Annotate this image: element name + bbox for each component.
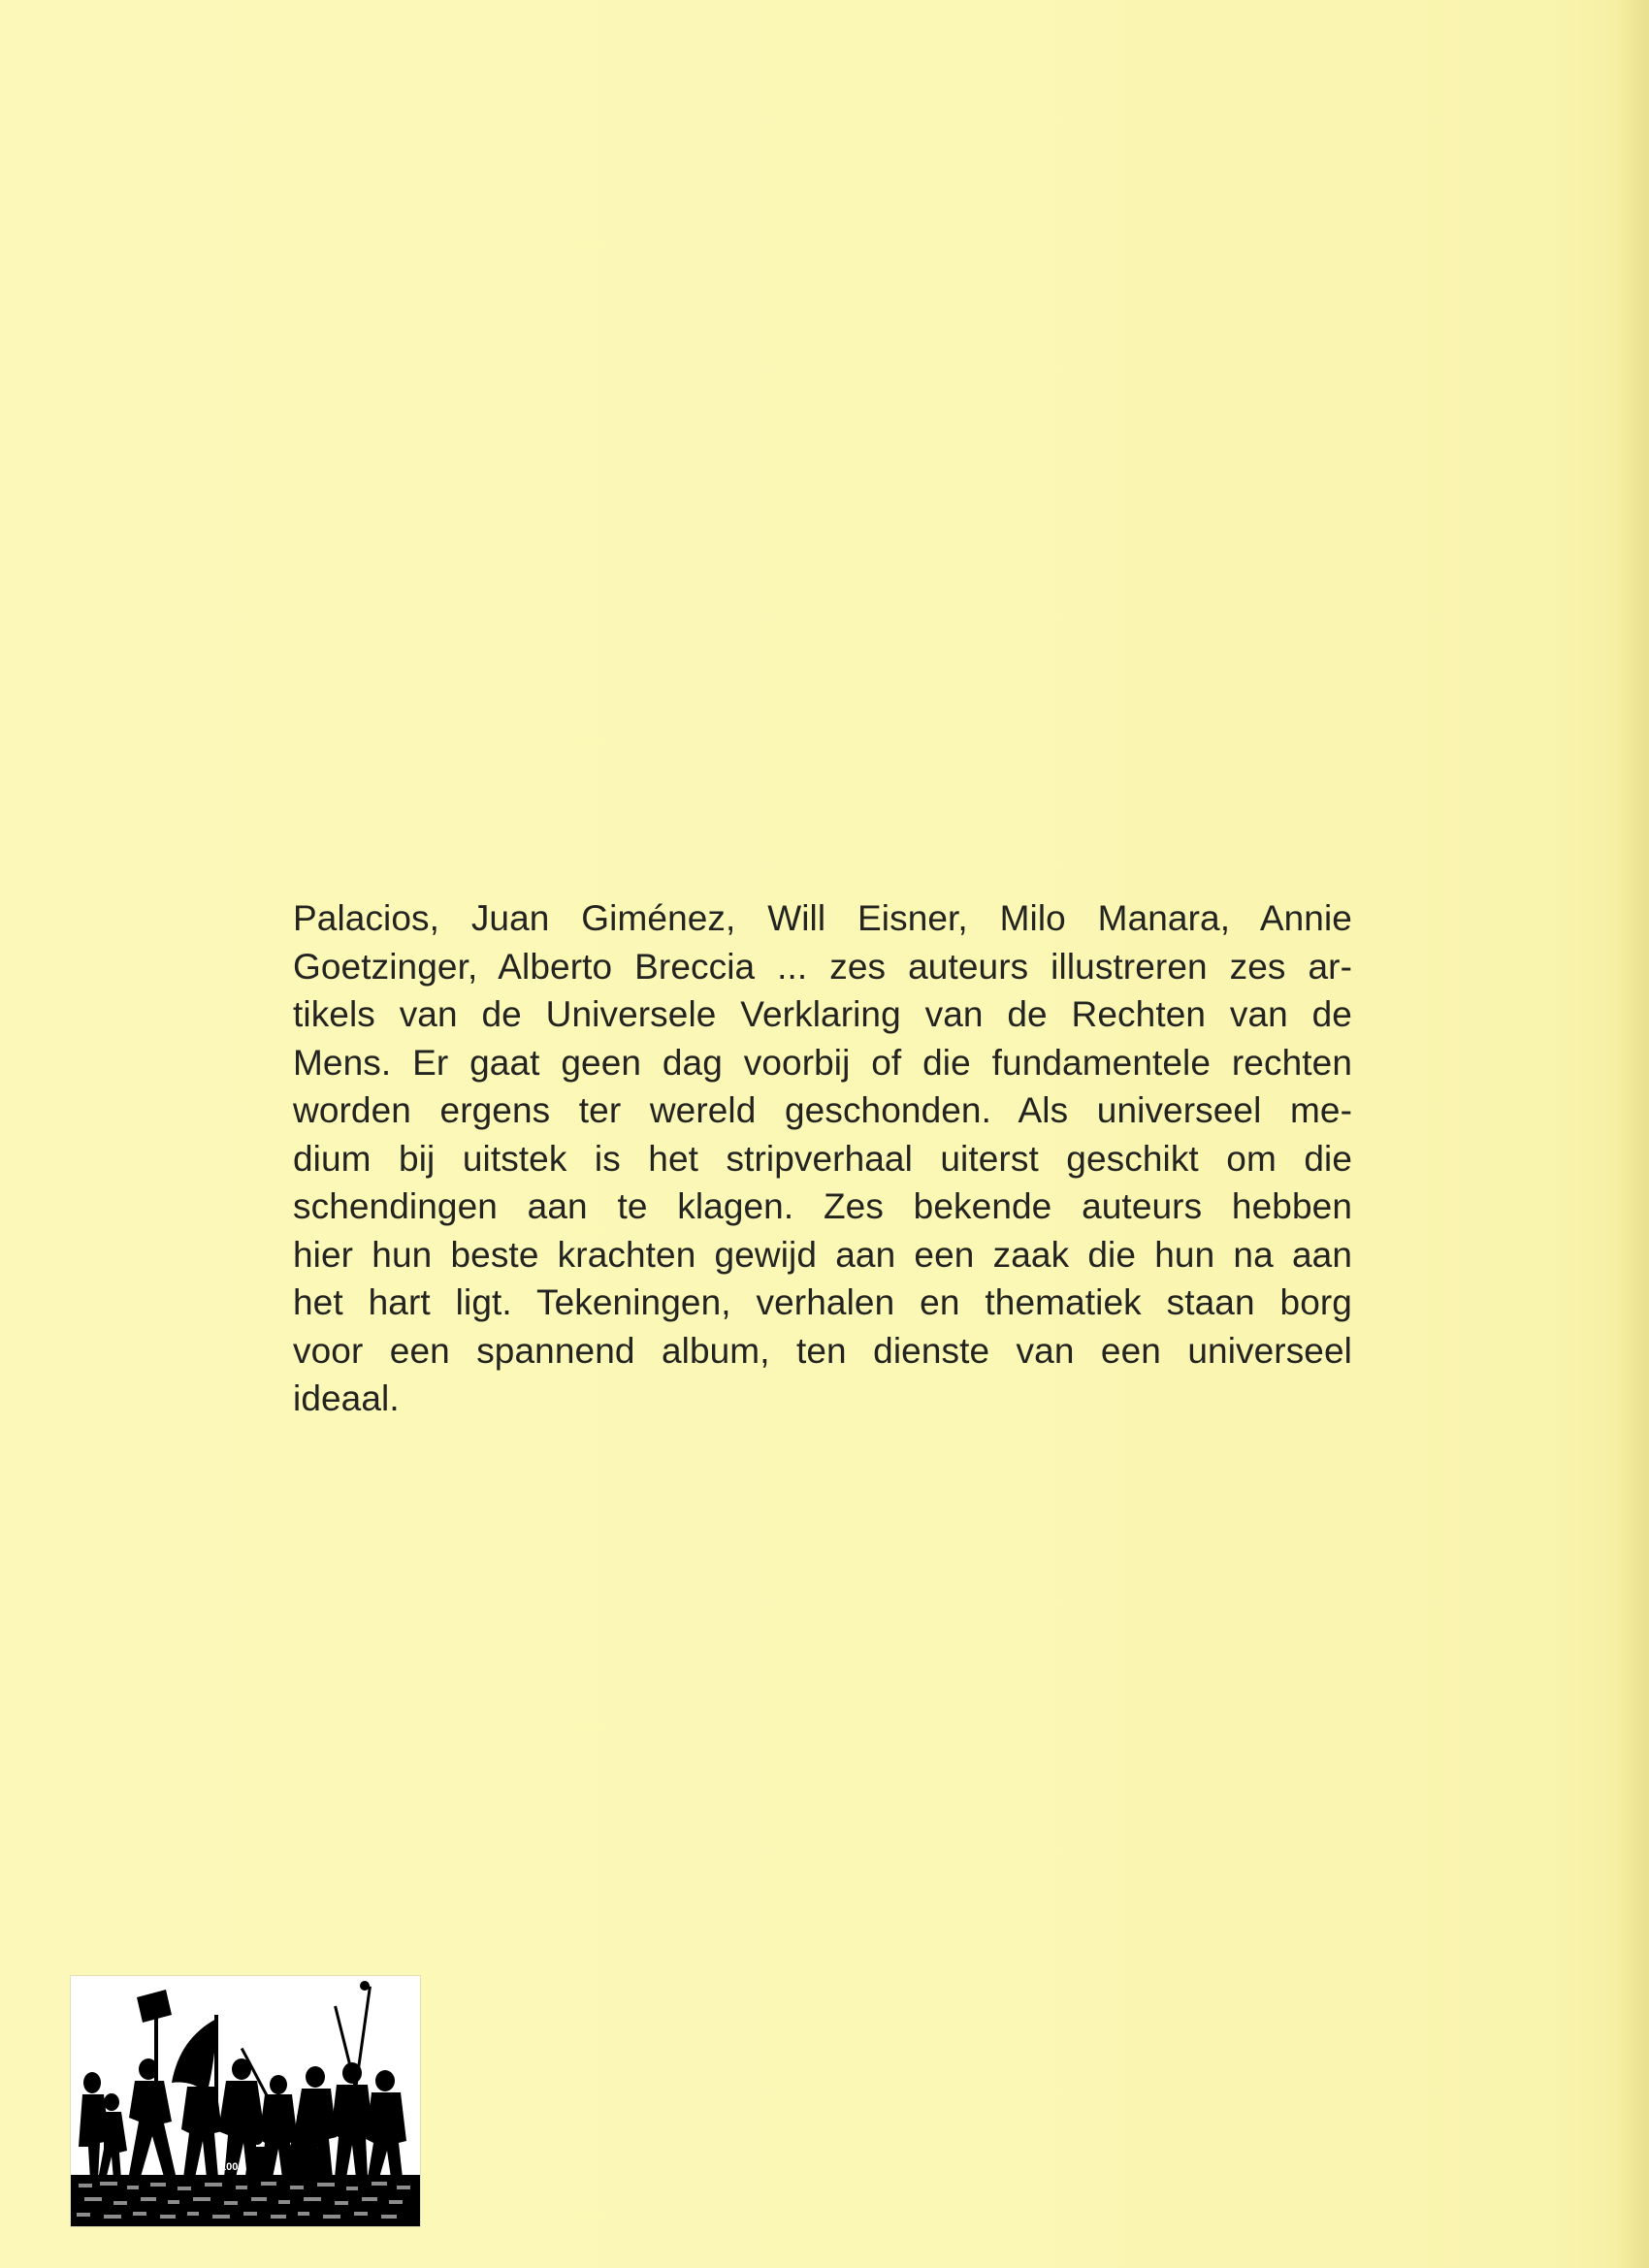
blurb-line: ideaal. [293, 1378, 400, 1418]
blurb-line: worden ergens ter wereld geschonden. Als universeel me- [293, 1090, 1352, 1130]
marching-crowd-emblem [70, 1975, 421, 2227]
emblem-banner-text: 100 [220, 2161, 239, 2173]
blurb-line: dium bij uitstek is het stripverhaal uiterst geschikt om die [293, 1138, 1352, 1179]
blurb-line: Palacios, Juan Giménez, Will Eisner, Milo Manara, Annie [293, 898, 1352, 938]
blurb-line: voor een spannend album, ten dienste van een universeel [293, 1330, 1352, 1371]
marching-crowd-silhouette-icon [71, 1976, 420, 2226]
blurb-text [293, 894, 1352, 1423]
cover-edge-shadow [1614, 0, 1649, 2268]
blurb-line: schendingen aan te klagen. Zes bekende auteurs hebben [293, 1186, 1352, 1226]
blurb-line: het hart ligt. Tekeningen, verhalen en thematiek staan borg [293, 1282, 1352, 1322]
blurb-line: Goetzinger, Alberto Breccia ... zes auteurs illustreren zes ar- [293, 946, 1352, 987]
blurb-line: tikels van de Universele Verklaring van de Rechten van de [293, 994, 1352, 1034]
blurb-line: Mens. Er gaat geen dag voorbij of die fundamentele rechten [293, 1042, 1352, 1083]
blurb-line: hier hun beste krachten gewijd aan een zaak die hun na aan [293, 1234, 1352, 1275]
